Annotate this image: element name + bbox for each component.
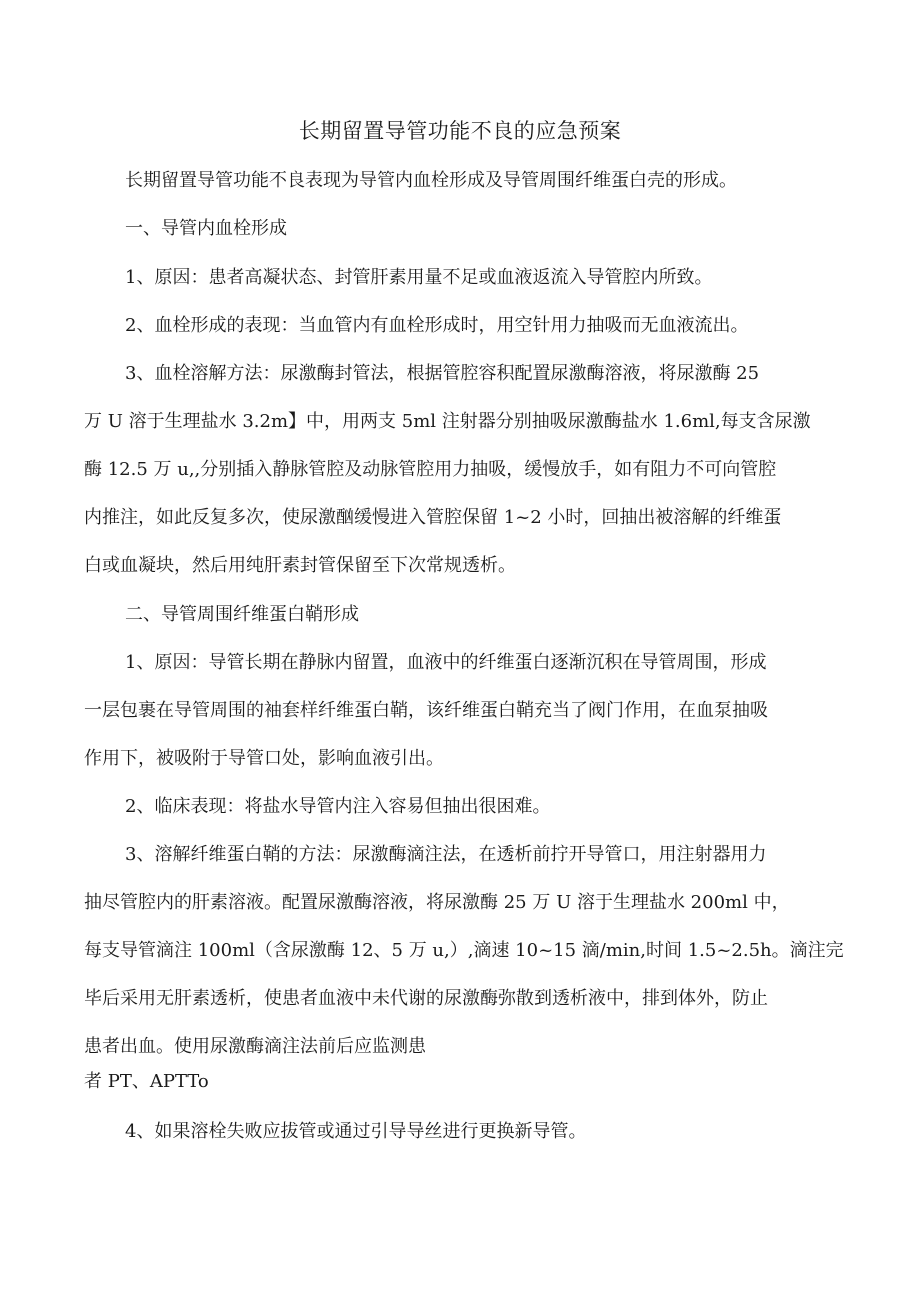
section2-item3-line: 3、溶解纤维蛋白鞘的方法：尿激酶滴注法，在透析前拧开导管口，用注射器用力 [125, 844, 767, 865]
section1-item1: 1、原因：患者高凝状态、封管肝素用量不足或血液返流入导管腔内所致。 [125, 267, 713, 288]
section1-item3-line: 酶 12.5 万 u,,分别插入静脉管腔及动脉管腔用力抽吸，缓慢放手，如有阻力不可向管腔 [84, 459, 777, 480]
section2-item1-line: 1、原因：导管长期在静脉内留置，血液中的纤维蛋白逐渐沉积在导管周围，形成 [125, 652, 767, 673]
section1-item3-line: 3、血栓溶解方法：尿激酶封管法，根据管腔容积配置尿激酶溶液，将尿激酶 25 [125, 363, 760, 384]
section1-item2: 2、血栓形成的表现：当血管内有血栓形成时，用空针用力抽吸而无血液流出。 [125, 315, 749, 336]
section2-item2: 2、临床表现：将盐水导管内注入容易但抽出很困难。 [125, 796, 551, 817]
section1-item3 [84, 350, 844, 590]
section2-item3-line: 毕后采用无肝素透析，使患者血液中未代谢的尿激酶弥散到透析液中，排到体外，防止 [84, 988, 768, 1009]
section1-heading: 一、导管内血栓形成 [125, 218, 287, 239]
section1-item3-line: 白或血凝块，然后用纯肝素封管保留至下次常规透析。 [84, 555, 516, 576]
intro-paragraph: 长期留置导管功能不良表现为导管内血栓形成及导管周围纤维蛋白壳的形成。 [125, 170, 737, 191]
section2-item3-line: 患者出血。使用尿激酶滴注法前后应监测患 [84, 1036, 426, 1057]
section2-heading: 二、导管周围纤维蛋白鞘形成 [125, 604, 359, 625]
document-title: 长期留置导管功能不良的应急预案 [298, 119, 622, 143]
section2-item1-line: 作用下，被吸附于导管口处，影响血液引出。 [84, 748, 444, 769]
section2-item3-line: 抽尽管腔内的肝素溶液。配置尿激酶溶液，将尿激酶 25 万 U 溶于生理盐水 200ml 中， [84, 892, 790, 913]
section2-item3 [84, 831, 844, 1071]
section2-item3-tail: 者 PT、APTTo [84, 1071, 209, 1092]
section1-item3-line: 内推注，如此反复多次，使尿激酗缓慢进入管腔保留 1~2 小时，回抽出被溶解的纤维蛋 [84, 507, 782, 528]
section1-item3-line: 万 U 溶于生理盐水 3.2m】中，用两支 5ml 注射器分别抽吸尿激酶盐水 1.6ml,每支含尿激 [84, 411, 811, 432]
section2-item4: 4、如果溶栓失败应拔管或通过引导导丝进行更换新导管。 [125, 1121, 587, 1142]
section2-item1-line: 一层包裹在导管周围的袖套样纤维蛋白鞘，该纤维蛋白鞘充当了阀门作用，在血泵抽吸 [84, 700, 768, 721]
section2-item3-line: 每支导管滴注 100ml（含尿激酶 12、5 万 u,）,滴速 10~15 滴/min,时间 1.5~2.5h。滴注完 [84, 940, 844, 961]
section2-item1 [84, 639, 844, 783]
